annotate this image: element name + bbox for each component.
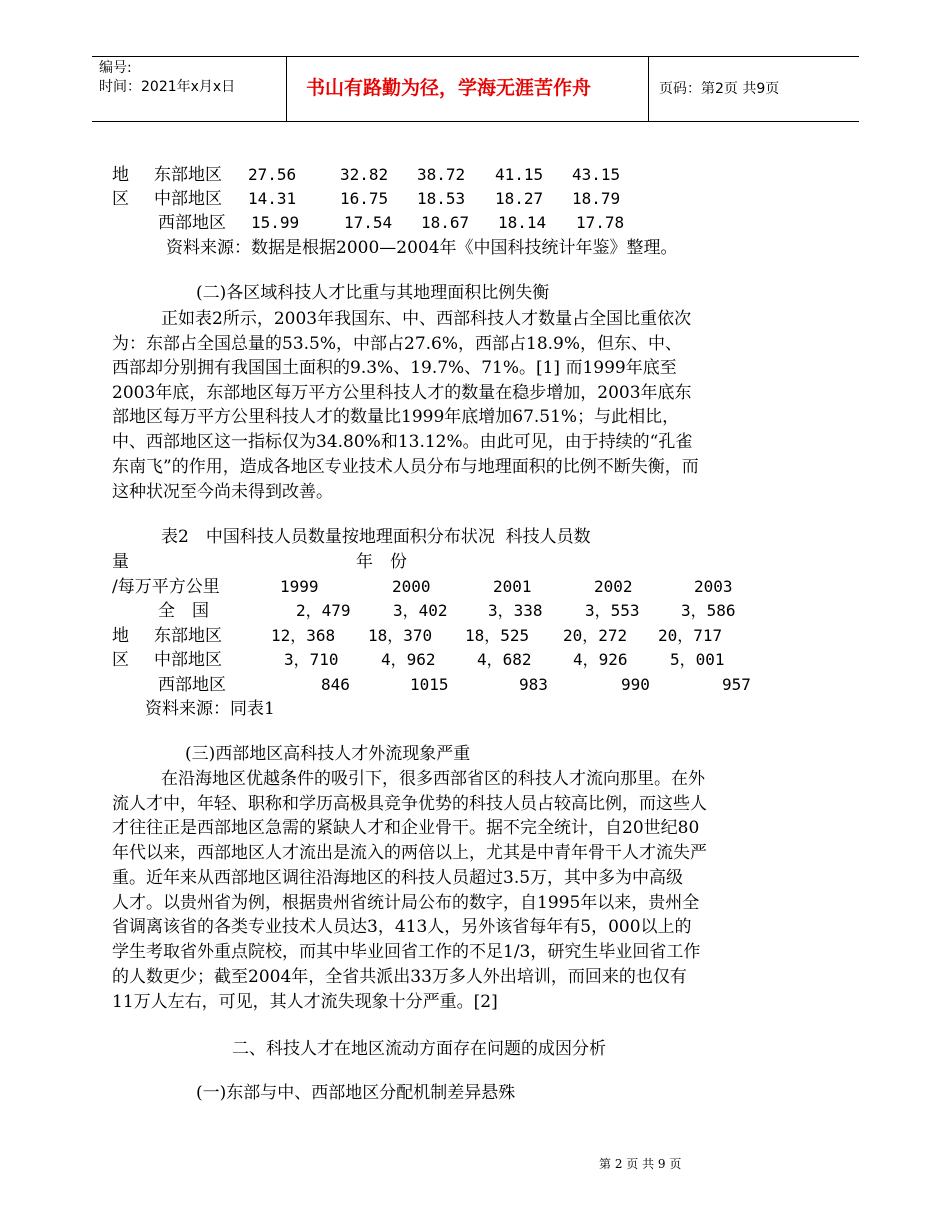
table2-year-header: 2000	[392, 577, 431, 596]
header-time-label: 时间：2021年x月x日	[99, 79, 236, 95]
table2-caption: 表2 中国科技人员数量按地理面积分布状况 科技人员数	[161, 527, 591, 547]
table1-cell: 16.75	[340, 189, 389, 208]
table1-cell: 15.99	[251, 213, 300, 232]
table2-source: 资料来源：同表1	[145, 699, 275, 719]
header-divider-right	[648, 56, 649, 121]
table2-row-name: 西部地区	[158, 675, 226, 695]
table1-row-name: 东部地区	[154, 165, 222, 185]
section3-line: 的人数更少；截至2004年，全省共派出33万多人外出培训，而回来的也仅有	[112, 967, 687, 987]
table2-cell: 846	[321, 675, 350, 694]
table2-cell: 20，717	[658, 626, 723, 645]
table2-cell: 3，553	[585, 601, 640, 620]
table2-year-header: 2001	[493, 577, 532, 596]
section2-line: 中、西部地区这一指标仅为34.80%和13.12%。由此可见，由于持续的“孔雀	[112, 432, 693, 452]
table2-region-label-top: 地	[112, 626, 129, 646]
section3-heading: (三)西部地区高科技人才外流现象严重	[185, 744, 471, 764]
header-top-rule	[92, 56, 859, 57]
table2-cell: 2，479	[296, 601, 351, 620]
section2-line: 为：东部占全国总量的53.5%，中部占27.6%，西部占18.9%，但东、中、	[112, 334, 683, 354]
table2-unit-label: /每万平方公里	[112, 577, 220, 597]
table1-row-name: 中部地区	[154, 189, 222, 209]
table2-region-label-bottom: 区	[112, 650, 129, 670]
table2-cell: 3，710	[284, 650, 339, 669]
table2-year-header: 2002	[594, 577, 633, 596]
section2-line: 这种状况至今尚未得到改善。	[112, 482, 333, 502]
table1-cell: 14.31	[248, 189, 297, 208]
section3-line: 11万人左右，可见，其人才流失现象十分严重。[2]	[112, 992, 498, 1012]
section3-line: 在沿海地区优越条件的吸引下，很多西部省区的科技人才流向那里。在外	[161, 769, 705, 789]
table2-cell: 20，272	[563, 626, 628, 645]
section3-line: 重。近年来从西部地区调往沿海地区的科技人员超过3.5万，其中多为中高级	[112, 868, 684, 888]
section2-heading: (二)各区域科技人才比重与其地理面积比例失衡	[196, 283, 550, 303]
section3-line: 年代以来，西部地区人才流出是流入的两倍以上，尤其是中青年骨干人才流失严	[112, 843, 707, 863]
section3-line: 人才。以贵州省为例，根据贵州省统计局公布的数字，自1995年以来，贵州全	[112, 893, 700, 913]
header-number-label: 编号:	[99, 60, 132, 76]
table2-cell: 983	[519, 675, 548, 694]
section2-line: 部地区每万平方公里科技人才的数量比1999年底增加67.51%；与此相比，	[112, 407, 680, 427]
table2-year-header: 1999	[280, 577, 319, 596]
header-page-label: 页码：第2页 共9页	[659, 81, 780, 97]
table2-row-name: 东部地区	[154, 626, 222, 646]
table2-cell: 1015	[410, 675, 449, 694]
table1-source: 资料来源：数据是根据2000—2004年《中国科技统计年鉴》整理。	[166, 238, 678, 258]
table2-cell: 957	[722, 675, 751, 694]
table2-cell: 4，682	[477, 650, 532, 669]
table2-cell: 12，368	[271, 626, 336, 645]
table2-year-header: 2003	[694, 577, 733, 596]
table2-cell: 3，402	[393, 601, 448, 620]
table1-region-label-bottom: 区	[112, 189, 129, 209]
table2-cell: 990	[621, 675, 650, 694]
table2-cell: 4，962	[381, 650, 436, 669]
table2-cell: 4，926	[573, 650, 628, 669]
table1-cell: 41.15	[495, 165, 544, 184]
header-divider-left	[286, 56, 287, 121]
section2-line: 正如表2所示，2003年我国东、中、西部科技人才数量占全国比重依次	[161, 309, 692, 329]
part2-heading: 二、科技人才在地区流动方面存在问题的成因分析	[232, 1039, 606, 1059]
table1-cell: 18.67	[421, 213, 470, 232]
section2-line: 东南飞”的作用，造成各地区专业技术人员分布与地理面积的比例不断失衡，而	[112, 457, 699, 477]
table2-cell: 3，586	[681, 601, 736, 620]
table1-row-name: 西部地区	[158, 213, 226, 233]
table1-cell: 27.56	[248, 165, 297, 184]
table2-cell: 3，338	[488, 601, 543, 620]
table2-year-label: 年 份	[356, 552, 407, 572]
section3-line: 流人才中，年轻、职称和学历高极具竞争优势的科技人员占较高比例，而这些人	[112, 794, 707, 814]
section3-line: 学生考取省外重点院校，而其中毕业回省工作的不足1/3，研究生毕业回省工作	[112, 942, 701, 962]
table2-row-name: 中部地区	[154, 650, 222, 670]
table2-cell: 18，525	[465, 626, 530, 645]
section2-line: 西部却分别拥有我国国土面积的9.3%、19.7%、71%。[1] 而1999年底至	[112, 358, 677, 378]
table2-cell: 18，370	[368, 626, 433, 645]
section3-line: 省调离该省的各类专业技术人员达3，413人，另外该省每年有5，000以上的	[112, 917, 692, 937]
table1-cell: 18.27	[495, 189, 544, 208]
table1-cell: 17.54	[344, 213, 393, 232]
header-bottom-rule	[92, 121, 859, 122]
table1-cell: 43.15	[572, 165, 621, 184]
table1-cell: 32.82	[340, 165, 389, 184]
footer-page-number: 第 2 页 共 9 页	[599, 1157, 682, 1171]
table1-region-label-top: 地	[112, 165, 129, 185]
section3-line: 才往往正是西部地区急需的紧缺人才和企业骨干。据不完全统计，自20世纪80	[112, 818, 700, 838]
table1-cell: 38.72	[417, 165, 466, 184]
table2-row-name: 全 国	[158, 601, 209, 621]
table1-cell: 18.79	[572, 189, 621, 208]
header-motto: 书山有路勤为径，学海无涯苦作舟	[306, 77, 592, 99]
table2-cell: 5，001	[670, 650, 725, 669]
table1-cell: 18.53	[417, 189, 466, 208]
table1-cell: 18.14	[498, 213, 547, 232]
table2-caption-cont: 量	[112, 552, 129, 572]
table1-cell: 17.78	[576, 213, 625, 232]
section2-line: 2003年底，东部地区每万平方公里科技人才的数量在稳步增加，2003年底东	[112, 383, 692, 403]
part2-subheading: (一)东部与中、西部地区分配机制差异悬殊	[196, 1083, 516, 1103]
